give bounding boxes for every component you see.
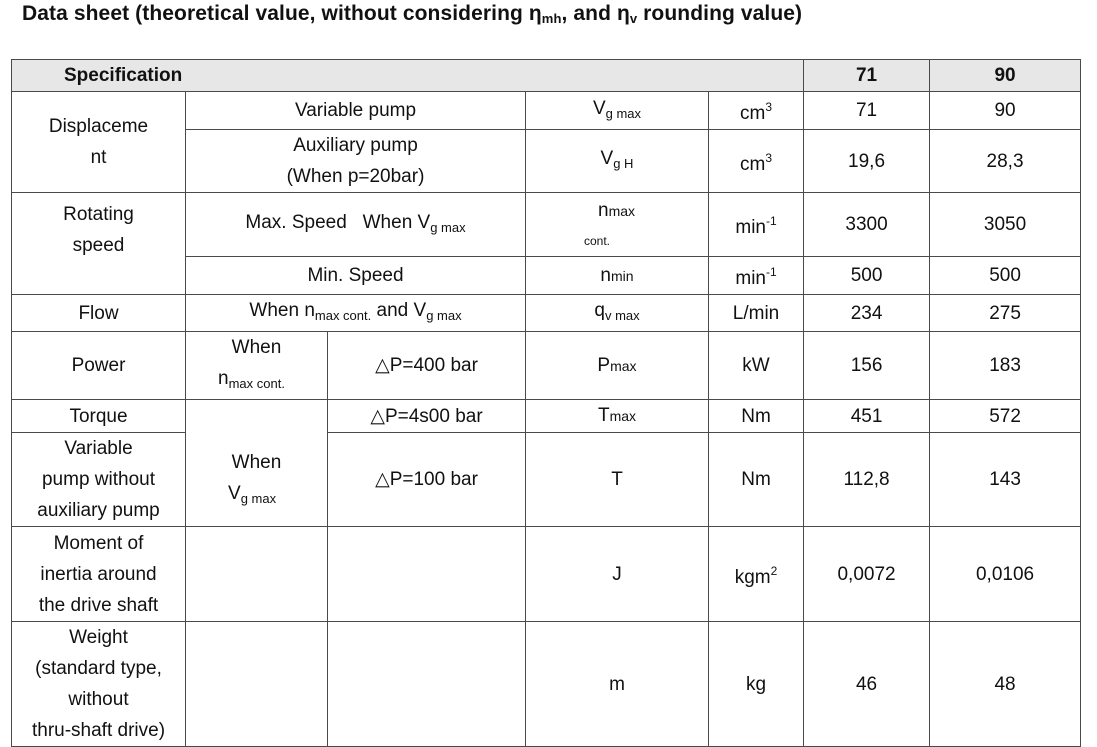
table-row [12, 622, 1081, 747]
empty-cell [328, 622, 526, 747]
row-label-flow: Flow [12, 295, 186, 332]
unit-nm: Nm [709, 433, 804, 527]
page-title: Data sheet (theoretical value, without considering $\eta_{mh}$, and $\eta_v$ rounding value) [22, 2, 803, 26]
value-71: 0,0072 [804, 527, 930, 622]
unit-kw: kW [709, 332, 804, 400]
row-label-torque: Torque [12, 400, 186, 433]
table-row [12, 193, 1081, 257]
table-header-row [12, 60, 1081, 92]
value-90: 275 [930, 295, 1081, 332]
condition-dp-100: △P=100 bar [328, 433, 526, 527]
desc-auxiliary-pump: Auxiliary pump (When p=20bar) [186, 130, 526, 193]
condition-dp-400: △P=400 bar [328, 332, 526, 400]
table-row [12, 92, 1081, 130]
header-specification: Specification [12, 60, 804, 92]
unit-min-1: $\min^{-1}$ [709, 257, 804, 295]
value-71: 451 [804, 400, 930, 433]
table-row [12, 332, 1081, 400]
row-label-moment-of-inertia: Moment of inertia around the drive shaft [12, 527, 186, 622]
row-label-variable-pump-without-auxiliary: Variable pump without auxiliary pump [12, 433, 186, 527]
condition-dp-4s00: △P=4s00 bar [328, 400, 526, 433]
empty-cell [328, 527, 526, 622]
row-label-rotating-speed: Rotating speed [12, 193, 186, 295]
symbol-pmax: Pmax [526, 332, 709, 400]
symbol-tmax: Tmax [526, 400, 709, 433]
value-90: 183 [930, 332, 1081, 400]
condition-when-nmax-cont: When $n_{max cont.}$ [186, 332, 328, 400]
condition-when-vg-max: When $V_{g max}$ [186, 400, 328, 527]
unit-nm: Nm [709, 400, 804, 433]
value-90: 143 [930, 433, 1081, 527]
header-col-90: 90 [930, 60, 1081, 92]
value-90: 3050 [930, 193, 1081, 257]
empty-cell [186, 527, 328, 622]
symbol-m: m [526, 622, 709, 747]
symbol-vg-h: $V_{g H}$ [526, 130, 709, 193]
symbol-nmax-cont: nmax cont. [526, 193, 709, 257]
unit-min-1: $\min^{-1}$ [709, 193, 804, 257]
data-sheet-table [11, 59, 1081, 747]
value-71: 3300 [804, 193, 930, 257]
value-71: 156 [804, 332, 930, 400]
value-90: 90 [930, 92, 1081, 130]
unit-cm3: $cm^3$ [709, 130, 804, 193]
value-71: 112,8 [804, 433, 930, 527]
header-col-71: 71 [804, 60, 930, 92]
empty-cell [186, 622, 328, 747]
unit-kgm2: kgm$^2$ [709, 527, 804, 622]
value-71: 19,6 [804, 130, 930, 193]
value-71: 71 [804, 92, 930, 130]
unit-l-min: L/min [709, 295, 804, 332]
unit-cm3: $cm^3$ [709, 92, 804, 130]
symbol-qv-max: $q_{v max}$ [526, 295, 709, 332]
row-label-displacement: Displaceme nt [12, 92, 186, 193]
symbol-t: T [526, 433, 709, 527]
symbol-vg-max: $V_{g max}$ [526, 92, 709, 130]
desc-flow: When $n_{max cont.}$ and $V_{g max}$ [186, 295, 526, 332]
symbol-j: J [526, 527, 709, 622]
symbol-nmin: nmin [526, 257, 709, 295]
table-row [12, 433, 1081, 527]
desc-max-speed: Max. Speed When $V_{g max}$ [186, 193, 526, 257]
unit-kg: kg [709, 622, 804, 747]
value-90: 0,0106 [930, 527, 1081, 622]
table-row [12, 400, 1081, 433]
value-90: 48 [930, 622, 1081, 747]
value-90: 28,3 [930, 130, 1081, 193]
value-71: 500 [804, 257, 930, 295]
desc-variable-pump: Variable pump [186, 92, 526, 130]
row-label-weight: Weight (standard type, without thru-shaft drive) [12, 622, 186, 747]
table-row [12, 295, 1081, 332]
table-row [12, 527, 1081, 622]
value-71: 234 [804, 295, 930, 332]
row-label-power: Power [12, 332, 186, 400]
value-90: 500 [930, 257, 1081, 295]
value-71: 46 [804, 622, 930, 747]
value-90: 572 [930, 400, 1081, 433]
desc-min-speed: Min. Speed [186, 257, 526, 295]
